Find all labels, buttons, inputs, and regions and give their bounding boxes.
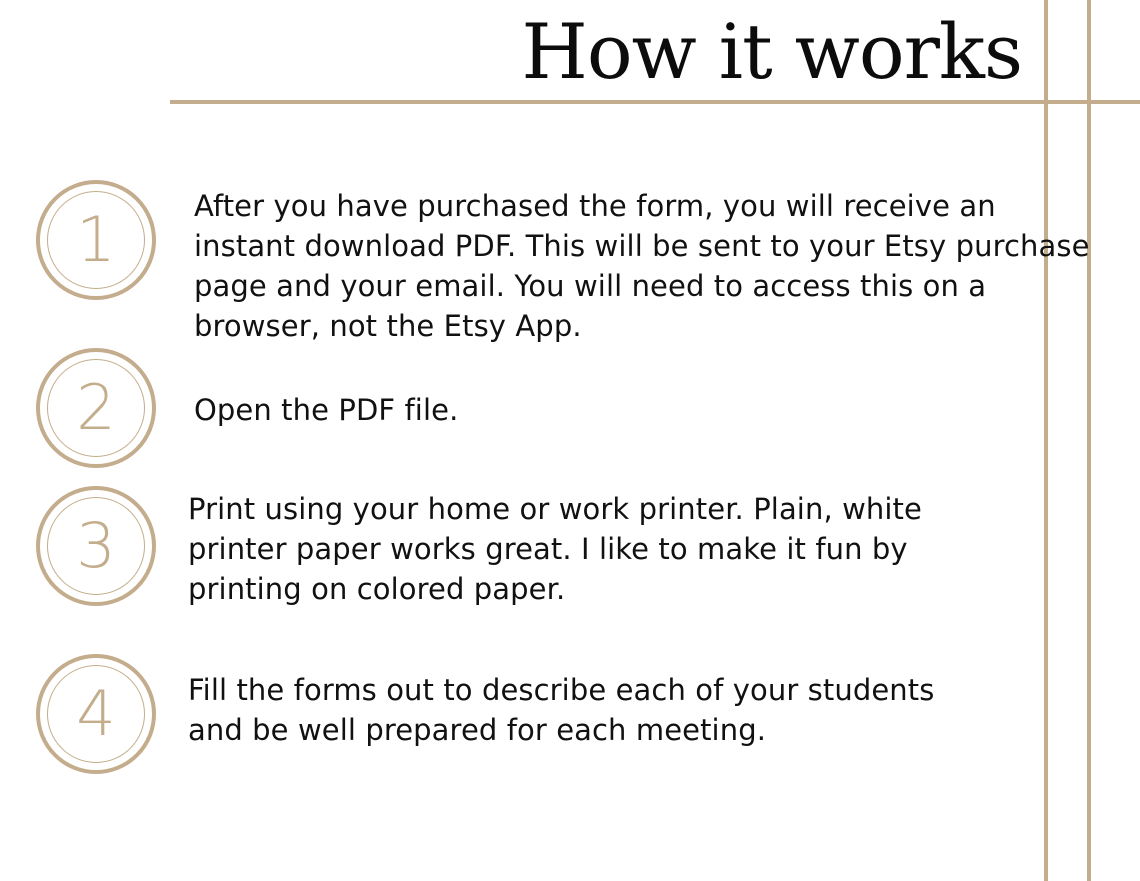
step-4-number: 4 [76, 677, 116, 750]
step-1-text [194, 186, 1090, 346]
step-3-text [188, 489, 922, 609]
step-1-line-4: browser, not the Etsy App. [194, 309, 582, 343]
step-2-line-1: Open the PDF file. [194, 393, 459, 427]
step-1-number: 1 [76, 203, 116, 276]
step-3-circle [36, 486, 156, 606]
vertical-rule-left [1044, 0, 1048, 881]
step-1-line-2: instant download PDF. This will be sent to your Etsy purchase [194, 229, 1090, 263]
step-3-number: 3 [76, 509, 116, 582]
step-2-circle [36, 348, 156, 468]
step-4-text [188, 670, 934, 750]
step-2-text [194, 390, 458, 430]
step-3-line-1: Print using your home or work printer. Plain, white [188, 492, 922, 526]
step-4-line-2: and be well prepared for each meeting. [188, 713, 767, 747]
step-1-line-3: page and your email. You will need to access this on a [194, 269, 987, 303]
step-3-line-2: printer paper works great. I like to make it fun by [188, 532, 908, 566]
step-3-line-3: printing on colored paper. [188, 572, 566, 606]
step-4-line-1: Fill the forms out to describe each of your students [188, 673, 935, 707]
page-title: How it works [521, 7, 1022, 96]
title-underline [170, 100, 1140, 104]
step-1-line-1: After you have purchased the form, you will receive an [194, 189, 996, 223]
vertical-rule-right [1087, 0, 1091, 881]
step-4-circle [36, 654, 156, 774]
step-1-circle [36, 180, 156, 300]
step-2-number: 2 [76, 371, 116, 444]
